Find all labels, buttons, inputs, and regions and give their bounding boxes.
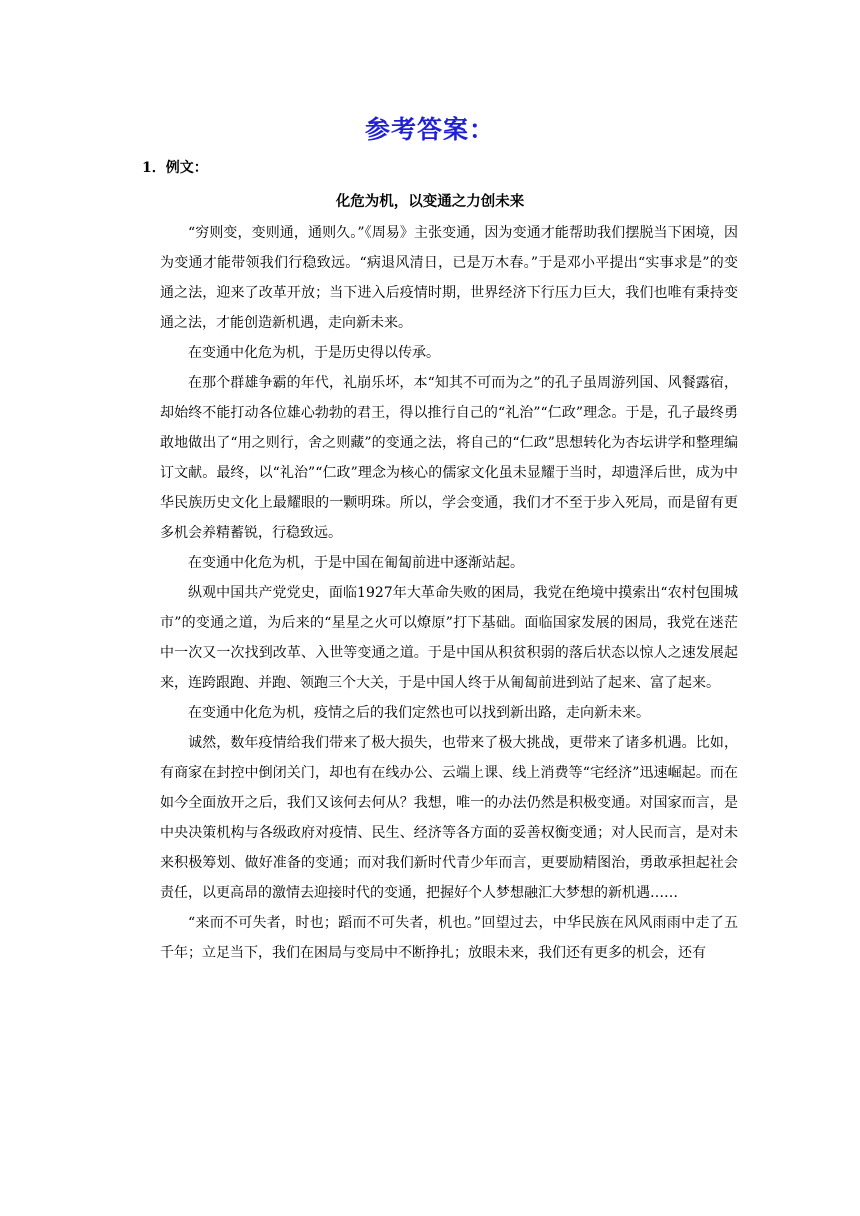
essay-paragraph-7: 诚然，数年疫情给我们带来了极大损失，也带来了极大挑战，更带来了诸多机遇。比如，有商家在封控中倒闭关门，却也有在线办公、云端上课、线上消费等“宅经济”迅速崛起。而在如今全面放开之后，我们又该何去何从？我想，唯一的办法仍然是积极变通。对国家而言，是中央决策机构与各级政府对疫情、民生、经济等各方面的妥善权衡变通；对人民而言，是对未来积极筹划、做好准备的变通；而对我们新时代青少年而言，更要励精图治，勇敢承担起社会责任，以更高昂的激情去迎接时代的变通，把握好个人梦想融汇大梦想的新机遇…… — [160, 735, 738, 901]
essay-paragraph-1: “穷则变，变则通，通则久。”《周易》主张变通，因为变通才能帮助我们摆脱当下困境，因为变通才能带领我们行稳致远。“病退风清日，已是万木春。”于是邓小平提出“实事求是”的变通之法，迎来了改革开放；当下进入后疫情时期，世界经济下行压力巨大，我们也唯有秉持变通之法，才能创造新机遇，走向新未来。 — [160, 225, 738, 331]
essay-paragraph-3: 在那个群雄争霸的年代，礼崩乐坏，本“知其不可而为之”的孔子虽周游列国、风餐露宿，却始终不能打动各位雄心勃勃的君王，得以推行自己的“礼治”“仁政”理念。于是，孔子最终勇敢地做出了“用之则行，舍之则藏”的变通之法，将自己的“仁政”思想转化为杏坛讲学和整理编订文献。最终，以“礼治”“仁政”理念为核心的儒家文化虽未显耀于当时，却遗泽后世，成为中华民族历史文化上最耀眼的一颗明珠。所以，学会变通，我们才不至于步入死局，而是留有更多机会养精蓄锐，行稳致远。 — [160, 375, 738, 541]
answer-heading: 参考答案： — [364, 115, 495, 144]
essay-paragraph-8: “来而不可失者，时也；蹈而不可失者，机也。”回望过去，中华民族在风风雨雨中走了五千年；立足当下，我们在困局与变局中不断挣扎；放眼未来，我们还有更多的机会，还有 — [160, 915, 738, 961]
essay-paragraph-4: 在变通中化危为机，于是中国在匍匐前进中逐渐站起。 — [188, 555, 524, 571]
essay-paragraph-5: 纵观中国共产党党史，面临1927年大革命失败的困局，我党在绝境中摸索出“农村包围城市”的变通之道，为后来的“星星之火可以燎原”打下基础。面临国家发展的困局，我党在迷茫中一次又一次找到改革、入世等变通之道。于是中国从积贫积弱的落后状态以惊人之速发展起来，连跨跟跑、并跑、领跑三个大关，于是中国人终于从匍匐前进到站了起来、富了起来。 — [160, 585, 738, 691]
essay-body — [160, 218, 738, 1098]
question-label: 1．例文： — [142, 160, 208, 176]
essay-title: 化危为机，以变通之力创未来 — [335, 193, 525, 210]
essay-paragraph-2: 在变通中化危为机，于是历史得以传承。 — [188, 345, 440, 361]
essay-paragraph-6: 在变通中化危为机，疫情之后的我们定然也可以找到新出路，走向新未来。 — [188, 705, 650, 721]
